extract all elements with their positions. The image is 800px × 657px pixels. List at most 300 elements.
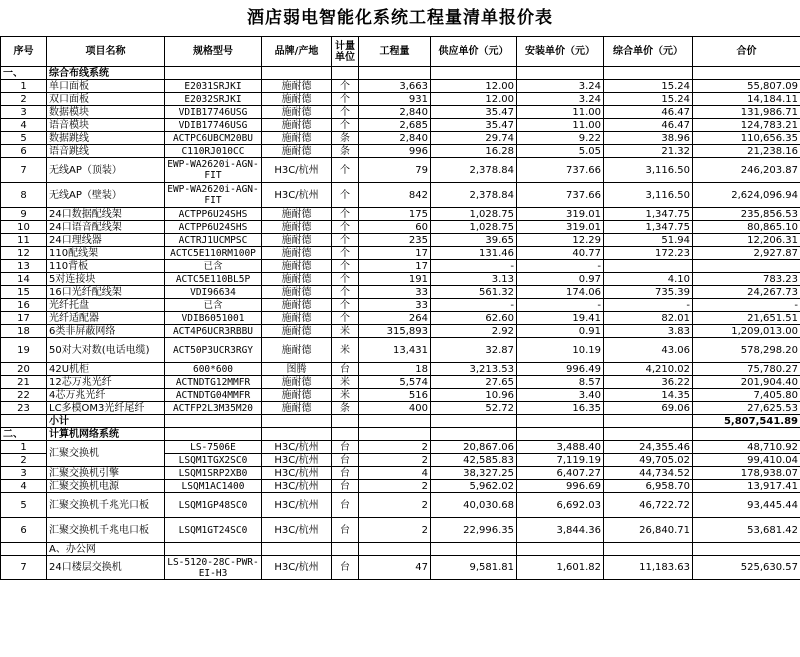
item-unit: 米 <box>332 389 359 402</box>
item-brand: H3C/杭州 <box>262 467 332 480</box>
item-brand: 施耐德 <box>262 119 332 132</box>
empty-cell <box>604 543 693 556</box>
empty-cell <box>359 428 431 441</box>
row-seq: 2 <box>1 454 47 467</box>
item-brand: H3C/杭州 <box>262 480 332 493</box>
item-model: ACTPC6UBCM20BU <box>165 132 262 145</box>
item-unit: 米 <box>332 376 359 389</box>
item-model: LS-7506E <box>165 441 262 454</box>
item-brand: 施耐德 <box>262 389 332 402</box>
item-brand: 施耐德 <box>262 247 332 260</box>
empty-cell <box>165 543 262 556</box>
item-name: 语音跳线 <box>47 145 165 158</box>
item-install-price: 1,601.82 <box>517 556 604 580</box>
item-brand: 图腾 <box>262 363 332 376</box>
empty-cell <box>165 428 262 441</box>
empty-cell <box>693 543 800 556</box>
item-name: 光纤适配器 <box>47 312 165 325</box>
item-total: 75,780.27 <box>693 363 800 376</box>
item-total: 55,807.09 <box>693 80 800 93</box>
item-brand: H3C/杭州 <box>262 493 332 518</box>
table-body <box>1 37 800 580</box>
item-brand: H3C/杭州 <box>262 518 332 543</box>
item-install-price: 9.22 <box>517 132 604 145</box>
table-row <box>1 119 800 132</box>
item-combined-price: 38.96 <box>604 132 693 145</box>
item-name: 110背板 <box>47 260 165 273</box>
item-supply-price: 12.00 <box>431 93 517 106</box>
item-install-price: 0.97 <box>517 273 604 286</box>
item-supply-price: 38,327.25 <box>431 467 517 480</box>
row-seq: 14 <box>1 273 47 286</box>
item-supply-price: 561.32 <box>431 286 517 299</box>
table-row <box>1 299 800 312</box>
item-unit: 个 <box>332 286 359 299</box>
item-qty: 315,893 <box>359 325 431 338</box>
item-combined-price: 49,705.02 <box>604 454 693 467</box>
item-install-price: 6,407.27 <box>517 467 604 480</box>
item-total: 578,298.20 <box>693 338 800 363</box>
item-supply-price: 40,030.68 <box>431 493 517 518</box>
item-brand: 施耐德 <box>262 299 332 312</box>
item-unit: 台 <box>332 556 359 580</box>
item-total: 27,625.53 <box>693 402 800 415</box>
table-row <box>1 556 800 580</box>
item-model: 已含 <box>165 260 262 273</box>
item-combined-price: 24,355.46 <box>604 441 693 454</box>
item-supply-price: 3.13 <box>431 273 517 286</box>
quotation-table <box>0 36 800 580</box>
empty-cell <box>604 428 693 441</box>
item-combined-price: 46,722.72 <box>604 493 693 518</box>
item-model: ACTFP2L3M35M20 <box>165 402 262 415</box>
table-row <box>1 376 800 389</box>
row-seq: 23 <box>1 402 47 415</box>
row-seq: 15 <box>1 286 47 299</box>
item-model: EWP-WA2620i-AGN-FIT <box>165 183 262 208</box>
item-qty: 79 <box>359 158 431 183</box>
item-total: 99,410.04 <box>693 454 800 467</box>
item-unit: 米 <box>332 338 359 363</box>
empty-cell <box>359 543 431 556</box>
item-install-price: 996.49 <box>517 363 604 376</box>
item-brand: 施耐德 <box>262 312 332 325</box>
empty-cell <box>517 543 604 556</box>
item-qty: 2 <box>359 493 431 518</box>
item-total <box>693 260 800 273</box>
item-combined-price: 51.94 <box>604 234 693 247</box>
item-qty: 2 <box>359 480 431 493</box>
empty-cell <box>1 543 47 556</box>
item-unit: 个 <box>332 260 359 273</box>
item-qty: 516 <box>359 389 431 402</box>
item-install-price: 996.69 <box>517 480 604 493</box>
table-row <box>1 208 800 221</box>
row-seq: 1 <box>1 441 47 454</box>
item-name: 数据跳线 <box>47 132 165 145</box>
item-combined-price: 44,734.52 <box>604 467 693 480</box>
item-unit: 个 <box>332 93 359 106</box>
item-combined-price: 3,116.50 <box>604 183 693 208</box>
item-brand: 施耐德 <box>262 221 332 234</box>
item-total: 110,656.35 <box>693 132 800 145</box>
subtotal-value: 5,807,541.89 <box>693 415 800 428</box>
item-qty: 17 <box>359 260 431 273</box>
item-supply-price: - <box>431 299 517 312</box>
item-combined-price: 15.24 <box>604 93 693 106</box>
row-seq: 9 <box>1 208 47 221</box>
item-model: ACTC5E110RM100P <box>165 247 262 260</box>
item-model: VDIB17746USG <box>165 119 262 132</box>
empty-cell <box>262 543 332 556</box>
item-install-price: 0.91 <box>517 325 604 338</box>
item-total: 53,681.42 <box>693 518 800 543</box>
item-supply-price: 2,378.84 <box>431 158 517 183</box>
item-unit: 米 <box>332 325 359 338</box>
row-seq: 20 <box>1 363 47 376</box>
subtotal-label: 小计 <box>47 415 165 428</box>
item-unit: 个 <box>332 247 359 260</box>
row-seq: 10 <box>1 221 47 234</box>
item-name: 24口语音配线架 <box>47 221 165 234</box>
item-brand: 施耐德 <box>262 132 332 145</box>
item-brand: 施耐德 <box>262 402 332 415</box>
table-row <box>1 325 800 338</box>
item-install-price: 737.66 <box>517 158 604 183</box>
item-qty: 996 <box>359 145 431 158</box>
item-qty: 17 <box>359 247 431 260</box>
table-row <box>1 183 800 208</box>
row-seq: 5 <box>1 493 47 518</box>
row-seq: 8 <box>1 183 47 208</box>
item-qty: 4 <box>359 467 431 480</box>
row-seq: 3 <box>1 467 47 480</box>
item-install-price: - <box>517 299 604 312</box>
item-qty: 5,574 <box>359 376 431 389</box>
item-combined-price: 82.01 <box>604 312 693 325</box>
item-unit: 台 <box>332 467 359 480</box>
item-combined-price: 1,347.75 <box>604 221 693 234</box>
item-install-price: 5.05 <box>517 145 604 158</box>
section-row <box>1 67 800 80</box>
item-unit: 个 <box>332 312 359 325</box>
item-model: ACTNDTG04MMFR <box>165 389 262 402</box>
item-name: LC多模OM3光纤尾纤 <box>47 402 165 415</box>
item-qty: 18 <box>359 363 431 376</box>
item-qty: 2 <box>359 518 431 543</box>
item-total: 246,203.87 <box>693 158 800 183</box>
item-total: 178,938.07 <box>693 467 800 480</box>
item-name: 语音模块 <box>47 119 165 132</box>
table-row <box>1 338 800 363</box>
item-supply-price: 35.47 <box>431 106 517 119</box>
item-name: 单口面板 <box>47 80 165 93</box>
row-seq: 16 <box>1 299 47 312</box>
item-model: ACTNDTG12MMFR <box>165 376 262 389</box>
item-model: LSQM1TGX2SC0 <box>165 454 262 467</box>
header-combined-price: 综合单价（元） <box>604 37 693 67</box>
item-total: 131,986.71 <box>693 106 800 119</box>
table-row <box>1 273 800 286</box>
row-seq: 4 <box>1 480 47 493</box>
item-combined-price: 1,347.75 <box>604 208 693 221</box>
item-total: 21,238.16 <box>693 145 800 158</box>
item-combined-price: 3.83 <box>604 325 693 338</box>
table-row <box>1 441 800 454</box>
item-name: 汇聚交换机电源 <box>47 480 165 493</box>
item-unit: 台 <box>332 454 359 467</box>
row-seq: 4 <box>1 119 47 132</box>
item-install-price: 3,844.36 <box>517 518 604 543</box>
row-seq: 13 <box>1 260 47 273</box>
item-combined-price: 15.24 <box>604 80 693 93</box>
item-combined-price: 21.32 <box>604 145 693 158</box>
item-unit: 个 <box>332 183 359 208</box>
item-brand: 施耐德 <box>262 325 332 338</box>
item-combined-price: 26,840.71 <box>604 518 693 543</box>
empty-cell <box>517 415 604 428</box>
section-seq: 二、 <box>1 428 47 441</box>
item-qty: 264 <box>359 312 431 325</box>
table-row <box>1 260 800 273</box>
item-unit: 条 <box>332 145 359 158</box>
item-model: LSQM1SRP2XB0 <box>165 467 262 480</box>
section-name: 综合布线系统 <box>47 67 165 80</box>
table-row <box>1 80 800 93</box>
item-qty: 13,431 <box>359 338 431 363</box>
item-model: ACTPP6U24SHS <box>165 221 262 234</box>
item-name: 5对连接块 <box>47 273 165 286</box>
item-total: 235,856.53 <box>693 208 800 221</box>
item-model: LSQM1AC1400 <box>165 480 262 493</box>
item-qty: 2 <box>359 441 431 454</box>
item-supply-price: 131.46 <box>431 247 517 260</box>
item-unit: 个 <box>332 299 359 312</box>
item-name: 4芯万兆光纤 <box>47 389 165 402</box>
item-supply-price: 12.00 <box>431 80 517 93</box>
table-row <box>1 312 800 325</box>
item-install-price: 3.40 <box>517 389 604 402</box>
item-name: 24口数据配线架 <box>47 208 165 221</box>
item-supply-price: 3,213.53 <box>431 363 517 376</box>
item-name: 汇聚交换机引擎 <box>47 467 165 480</box>
item-unit: 台 <box>332 493 359 518</box>
table-row <box>1 467 800 480</box>
subgroup-row <box>1 543 800 556</box>
item-supply-price: 1,028.75 <box>431 221 517 234</box>
item-brand: 施耐德 <box>262 93 332 106</box>
item-combined-price: 14.35 <box>604 389 693 402</box>
item-unit: 台 <box>332 480 359 493</box>
table-row <box>1 247 800 260</box>
header-name: 项目名称 <box>47 37 165 67</box>
row-seq: 7 <box>1 158 47 183</box>
item-model: VDIB6051001 <box>165 312 262 325</box>
header-total: 合价 <box>693 37 800 67</box>
item-total: 21,651.51 <box>693 312 800 325</box>
item-model: ACTC5E110BL5P <box>165 273 262 286</box>
item-name: 汇聚交换机 <box>47 441 165 467</box>
item-combined-price: 46.47 <box>604 106 693 119</box>
item-supply-price: 2.92 <box>431 325 517 338</box>
item-model: ACTPP6U24SHS <box>165 208 262 221</box>
item-model: 已含 <box>165 299 262 312</box>
item-supply-price: 5,962.02 <box>431 480 517 493</box>
item-combined-price: 4,210.02 <box>604 363 693 376</box>
item-qty: 33 <box>359 286 431 299</box>
item-supply-price: 9,581.81 <box>431 556 517 580</box>
item-brand: H3C/杭州 <box>262 454 332 467</box>
item-model: LSQM1GP48SC0 <box>165 493 262 518</box>
item-supply-price: 42,585.83 <box>431 454 517 467</box>
item-combined-price: 46.47 <box>604 119 693 132</box>
item-model: LS-5120-28C-PWR-EI-H3 <box>165 556 262 580</box>
item-name: 24口楼层交换机 <box>47 556 165 580</box>
item-qty: 2 <box>359 454 431 467</box>
item-name: 无线AP（顶装） <box>47 158 165 183</box>
item-qty: 175 <box>359 208 431 221</box>
item-brand: H3C/杭州 <box>262 158 332 183</box>
item-install-price: 319.01 <box>517 208 604 221</box>
item-model: C110RJ010CC <box>165 145 262 158</box>
row-seq: 21 <box>1 376 47 389</box>
item-model: ACT50P3UCR3RGY <box>165 338 262 363</box>
item-combined-price: 172.23 <box>604 247 693 260</box>
item-name: 数据模块 <box>47 106 165 119</box>
item-model: 600*600 <box>165 363 262 376</box>
empty-cell <box>1 415 47 428</box>
item-brand: 施耐德 <box>262 286 332 299</box>
item-unit: 个 <box>332 106 359 119</box>
table-row <box>1 158 800 183</box>
table-row <box>1 106 800 119</box>
item-brand: 施耐德 <box>262 208 332 221</box>
header-unit: 计量单位 <box>332 37 359 67</box>
item-supply-price: 35.47 <box>431 119 517 132</box>
item-name: 110配线架 <box>47 247 165 260</box>
item-install-price: 12.29 <box>517 234 604 247</box>
item-name: 6类非屏蔽网络 <box>47 325 165 338</box>
item-install-price: 3.24 <box>517 80 604 93</box>
table-row <box>1 221 800 234</box>
item-total: 201,904.40 <box>693 376 800 389</box>
item-qty: 33 <box>359 299 431 312</box>
section-seq: 一、 <box>1 67 47 80</box>
item-combined-price: 43.06 <box>604 338 693 363</box>
row-seq: 6 <box>1 145 47 158</box>
row-seq: 18 <box>1 325 47 338</box>
item-qty: 931 <box>359 93 431 106</box>
item-total: 1,209,013.00 <box>693 325 800 338</box>
item-total: 2,927.87 <box>693 247 800 260</box>
item-supply-price: 2,378.84 <box>431 183 517 208</box>
item-name: 12芯万兆光纤 <box>47 376 165 389</box>
item-install-price: 737.66 <box>517 183 604 208</box>
row-seq: 22 <box>1 389 47 402</box>
item-brand: H3C/杭州 <box>262 441 332 454</box>
item-total: 783.23 <box>693 273 800 286</box>
item-supply-price: 32.87 <box>431 338 517 363</box>
item-brand: 施耐德 <box>262 80 332 93</box>
item-unit: 个 <box>332 221 359 234</box>
empty-cell <box>332 428 359 441</box>
item-model: ACT4P6UCR3RBBU <box>165 325 262 338</box>
item-install-price: 6,692.03 <box>517 493 604 518</box>
table-row <box>1 389 800 402</box>
item-qty: 3,663 <box>359 80 431 93</box>
table-row <box>1 493 800 518</box>
item-brand: 施耐德 <box>262 106 332 119</box>
item-qty: 400 <box>359 402 431 415</box>
item-combined-price: - <box>604 299 693 312</box>
item-model: VDI96634 <box>165 286 262 299</box>
item-name: 双口面板 <box>47 93 165 106</box>
item-total: 12,206.31 <box>693 234 800 247</box>
item-name: 汇聚交换机千兆电口板 <box>47 518 165 543</box>
table-row <box>1 402 800 415</box>
empty-cell <box>431 415 517 428</box>
item-supply-price: 27.65 <box>431 376 517 389</box>
item-model: EWP-WA2620i-AGN-FIT <box>165 158 262 183</box>
item-total: 80,865.10 <box>693 221 800 234</box>
sheet-title: 酒店弱电智能化系统工程量清单报价表 <box>247 8 553 28</box>
item-combined-price: 6,958.70 <box>604 480 693 493</box>
item-model: ACTRJ1UCMPSC <box>165 234 262 247</box>
header-seq: 序号 <box>1 37 47 67</box>
row-seq: 3 <box>1 106 47 119</box>
item-supply-price: 52.72 <box>431 402 517 415</box>
subtotal-row <box>1 415 800 428</box>
table-row <box>1 132 800 145</box>
item-brand: H3C/杭州 <box>262 556 332 580</box>
item-install-price: 11.00 <box>517 106 604 119</box>
item-brand: H3C/杭州 <box>262 183 332 208</box>
row-seq: 11 <box>1 234 47 247</box>
item-supply-price: 10.96 <box>431 389 517 402</box>
item-name: 50对大对数(电话电缆) <box>47 338 165 363</box>
table-row <box>1 93 800 106</box>
header-brand: 品牌/产地 <box>262 37 332 67</box>
item-qty: 2,840 <box>359 132 431 145</box>
row-seq: 1 <box>1 80 47 93</box>
item-qty: 2,685 <box>359 119 431 132</box>
item-name: 24口理线器 <box>47 234 165 247</box>
item-unit: 台 <box>332 518 359 543</box>
item-install-price: 7,119.19 <box>517 454 604 467</box>
row-seq: 7 <box>1 556 47 580</box>
item-brand: 施耐德 <box>262 273 332 286</box>
item-total: 525,630.57 <box>693 556 800 580</box>
item-brand: 施耐德 <box>262 234 332 247</box>
row-seq: 2 <box>1 93 47 106</box>
item-name: 42U机柜 <box>47 363 165 376</box>
item-combined-price: 3,116.50 <box>604 158 693 183</box>
empty-cell <box>332 415 359 428</box>
item-model: E2031SRJKI <box>165 80 262 93</box>
empty-cell <box>431 543 517 556</box>
item-unit: 个 <box>332 273 359 286</box>
item-supply-price: 1,028.75 <box>431 208 517 221</box>
section-row <box>1 428 800 441</box>
item-unit: 台 <box>332 441 359 454</box>
item-qty: 235 <box>359 234 431 247</box>
item-name: 16口光纤配线架 <box>47 286 165 299</box>
item-unit: 条 <box>332 402 359 415</box>
item-total: 48,710.92 <box>693 441 800 454</box>
item-combined-price: 11,183.63 <box>604 556 693 580</box>
item-name: 汇聚交换机千兆光口板 <box>47 493 165 518</box>
table-row <box>1 480 800 493</box>
